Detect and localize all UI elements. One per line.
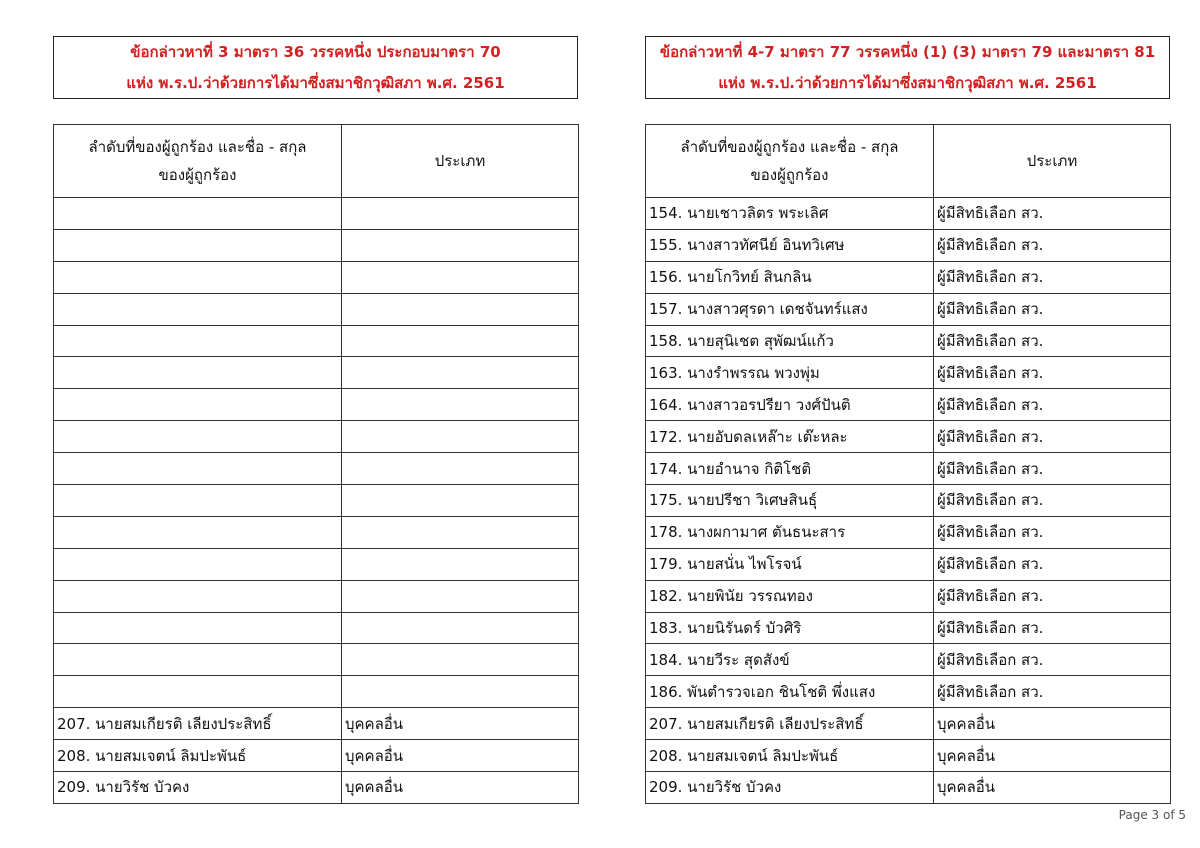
- respondent-type-cell: ผู้มีสิทธิเลือก สว.: [934, 676, 1171, 708]
- table-row: [54, 580, 579, 612]
- respondent-name-cell: 164. นางสาวอรปรียา วงศ์ปันติ: [646, 389, 934, 421]
- table-row: [646, 548, 1171, 580]
- respondent-name-cell: 174. นายอำนาจ กิติโชติ: [646, 453, 934, 485]
- respondent-type-cell: บุคคลอื่น: [342, 740, 579, 772]
- respondent-type-cell: ผู้มีสิทธิเลือก สว.: [934, 580, 1171, 612]
- table-row: [646, 708, 1171, 740]
- respondent-name-cell: [54, 548, 342, 580]
- respondent-name-cell: [54, 580, 342, 612]
- table-row: [54, 198, 579, 230]
- respondent-name-cell: [54, 261, 342, 293]
- respondent-type-cell: [342, 676, 579, 708]
- respondent-name-cell: [54, 198, 342, 230]
- table-row: [646, 644, 1171, 676]
- respondent-type-cell: ผู้มีสิทธิเลือก สว.: [934, 229, 1171, 261]
- respondent-type-cell: [342, 261, 579, 293]
- right-header-line-2: แห่ง พ.ร.ป.ว่าด้วยการได้มาซึ่งสมาชิกวุฒิสภา พ.ศ. 2561: [718, 73, 1097, 92]
- right-header-line-1: ข้อกล่าวหาที่ 4-7 มาตรา 77 วรรคหนึ่ง (1) (3) มาตรา 79 และมาตรา 81: [659, 42, 1156, 61]
- left-header-box: [53, 36, 578, 99]
- left-table-body: [54, 198, 579, 804]
- respondent-type-cell: บุคคลอื่น: [934, 708, 1171, 740]
- respondent-name-cell: 184. นายวีระ สุดสังข์: [646, 644, 934, 676]
- respondent-name-cell: 178. นางผกามาศ ตันธนะสาร: [646, 516, 934, 548]
- respondent-name-cell: [54, 516, 342, 548]
- table-row: [646, 516, 1171, 548]
- table-row: [646, 229, 1171, 261]
- respondent-name-cell: [54, 229, 342, 261]
- table-row: [646, 389, 1171, 421]
- right-col1-header-line-2: ของผู้ถูกร้อง: [750, 166, 829, 184]
- table-row: [54, 261, 579, 293]
- table-row: [54, 229, 579, 261]
- respondent-type-cell: [342, 293, 579, 325]
- respondent-name-cell: [54, 612, 342, 644]
- table-row: [646, 293, 1171, 325]
- left-header-line-2: แห่ง พ.ร.ป.ว่าด้วยการได้มาซึ่งสมาชิกวุฒิสภา พ.ศ. 2561: [126, 73, 505, 92]
- respondent-name-cell: 183. นายนิรันดร์ บัวศิริ: [646, 612, 934, 644]
- respondent-type-cell: ผู้มีสิทธิเลือก สว.: [934, 421, 1171, 453]
- table-row: [54, 389, 579, 421]
- respondent-name-cell: 175. นายปรีชา วิเศษสินธุ์: [646, 485, 934, 517]
- respondent-type-cell: [342, 357, 579, 389]
- table-row: [54, 612, 579, 644]
- right-table-body: [646, 198, 1171, 804]
- left-header-line-1: ข้อกล่าวหาที่ 3 มาตรา 36 วรรคหนึ่ง ประกอบมาตรา 70: [130, 42, 501, 61]
- respondent-type-cell: ผู้มีสิทธิเลือก สว.: [934, 293, 1171, 325]
- right-table: [645, 124, 1171, 804]
- respondent-name-cell: 207. นายสมเกียรติ เลียงประสิทธิ์: [646, 708, 934, 740]
- respondent-type-cell: [342, 421, 579, 453]
- table-row: [54, 421, 579, 453]
- respondent-name-cell: [54, 453, 342, 485]
- table-row: [54, 548, 579, 580]
- respondent-type-cell: บุคคลอื่น: [342, 772, 579, 804]
- respondent-type-cell: [342, 389, 579, 421]
- respondent-name-cell: 158. นายสุนิเชต สุพัฒน์แก้ว: [646, 325, 934, 357]
- left-col2-header: ประเภท: [342, 125, 579, 198]
- respondent-type-cell: ผู้มีสิทธิเลือก สว.: [934, 548, 1171, 580]
- table-row: [54, 293, 579, 325]
- table-row: [54, 772, 579, 804]
- right-col1-header-line-1: ลำดับที่ของผู้ถูกร้อง และชื่อ - สกุล: [680, 138, 899, 156]
- respondent-type-cell: [342, 485, 579, 517]
- right-table-header-row: [646, 125, 1171, 198]
- respondent-name-cell: 208. นายสมเจตน์ ลิมปะพันธ์: [54, 740, 342, 772]
- respondent-name-cell: [54, 325, 342, 357]
- right-header-box: [645, 36, 1170, 99]
- left-table: [53, 124, 579, 804]
- table-row: [646, 325, 1171, 357]
- respondent-type-cell: บุคคลอื่น: [934, 772, 1171, 804]
- table-row: [646, 421, 1171, 453]
- right-col1-header: [646, 125, 934, 198]
- table-row: [54, 485, 579, 517]
- left-col1-header: [54, 125, 342, 198]
- page-number: Page 3 of 5: [1118, 808, 1186, 822]
- table-row: [54, 453, 579, 485]
- respondent-name-cell: 179. นายสนั่น ไพโรจน์: [646, 548, 934, 580]
- respondent-name-cell: 172. นายอับดลเหล๊าะ เต๊ะหละ: [646, 421, 934, 453]
- table-row: [646, 453, 1171, 485]
- table-row: [54, 325, 579, 357]
- table-row: [646, 676, 1171, 708]
- respondent-name-cell: [54, 676, 342, 708]
- table-row: [646, 772, 1171, 804]
- respondent-name-cell: 156. นายโกวิทย์ สินกลิน: [646, 261, 934, 293]
- respondent-type-cell: บุคคลอื่น: [342, 708, 579, 740]
- left-panel: [53, 36, 578, 797]
- respondent-name-cell: [54, 389, 342, 421]
- table-row: [54, 676, 579, 708]
- respondent-type-cell: [342, 453, 579, 485]
- respondent-name-cell: [54, 644, 342, 676]
- respondent-type-cell: ผู้มีสิทธิเลือก สว.: [934, 453, 1171, 485]
- respondent-type-cell: ผู้มีสิทธิเลือก สว.: [934, 612, 1171, 644]
- respondent-type-cell: [342, 198, 579, 230]
- respondent-type-cell: ผู้มีสิทธิเลือก สว.: [934, 389, 1171, 421]
- table-row: [646, 485, 1171, 517]
- table-row: [54, 708, 579, 740]
- table-row: [54, 357, 579, 389]
- respondent-name-cell: 209. นายวิรัช บัวคง: [646, 772, 934, 804]
- table-row: [646, 580, 1171, 612]
- respondent-type-cell: [342, 516, 579, 548]
- respondent-name-cell: 207. นายสมเกียรติ เลียงประสิทธิ์: [54, 708, 342, 740]
- respondent-name-cell: [54, 293, 342, 325]
- respondent-type-cell: [342, 548, 579, 580]
- respondent-name-cell: 209. นายวิรัช บัวคง: [54, 772, 342, 804]
- table-row: [54, 740, 579, 772]
- table-row: [646, 740, 1171, 772]
- table-row: [646, 612, 1171, 644]
- respondent-type-cell: [342, 644, 579, 676]
- respondent-type-cell: ผู้มีสิทธิเลือก สว.: [934, 198, 1171, 230]
- table-row: [646, 198, 1171, 230]
- respondent-type-cell: ผู้มีสิทธิเลือก สว.: [934, 516, 1171, 548]
- respondent-type-cell: ผู้มีสิทธิเลือก สว.: [934, 485, 1171, 517]
- respondent-name-cell: 182. นายพินัย วรรณทอง: [646, 580, 934, 612]
- respondent-name-cell: 154. นายเชาวลิตร พระเลิศ: [646, 198, 934, 230]
- respondent-name-cell: [54, 421, 342, 453]
- left-table-header-row: [54, 125, 579, 198]
- respondent-type-cell: บุคคลอื่น: [934, 740, 1171, 772]
- respondent-type-cell: [342, 580, 579, 612]
- respondent-type-cell: ผู้มีสิทธิเลือก สว.: [934, 357, 1171, 389]
- respondent-name-cell: [54, 485, 342, 517]
- respondent-type-cell: [342, 325, 579, 357]
- respondent-name-cell: 186. พันตำรวจเอก ชินโชติ พึ่งแสง: [646, 676, 934, 708]
- right-panel: [645, 36, 1170, 797]
- respondent-type-cell: [342, 229, 579, 261]
- table-row: [54, 644, 579, 676]
- right-col2-header: ประเภท: [934, 125, 1171, 198]
- respondent-name-cell: 163. นางรำพรรณ พวงพุ่ม: [646, 357, 934, 389]
- table-row: [646, 357, 1171, 389]
- respondent-type-cell: ผู้มีสิทธิเลือก สว.: [934, 261, 1171, 293]
- table-row: [54, 516, 579, 548]
- left-col1-header-line-1: ลำดับที่ของผู้ถูกร้อง และชื่อ - สกุล: [88, 138, 307, 156]
- respondent-name-cell: [54, 357, 342, 389]
- left-col1-header-line-2: ของผู้ถูกร้อง: [158, 166, 237, 184]
- respondent-type-cell: ผู้มีสิทธิเลือก สว.: [934, 325, 1171, 357]
- respondent-name-cell: 157. นางสาวศุรดา เดชจันทร์แสง: [646, 293, 934, 325]
- respondent-type-cell: ผู้มีสิทธิเลือก สว.: [934, 644, 1171, 676]
- respondent-name-cell: 155. นางสาวทัศนีย์ อินทวิเศษ: [646, 229, 934, 261]
- table-row: [646, 261, 1171, 293]
- respondent-name-cell: 208. นายสมเจตน์ ลิมปะพันธ์: [646, 740, 934, 772]
- respondent-type-cell: [342, 612, 579, 644]
